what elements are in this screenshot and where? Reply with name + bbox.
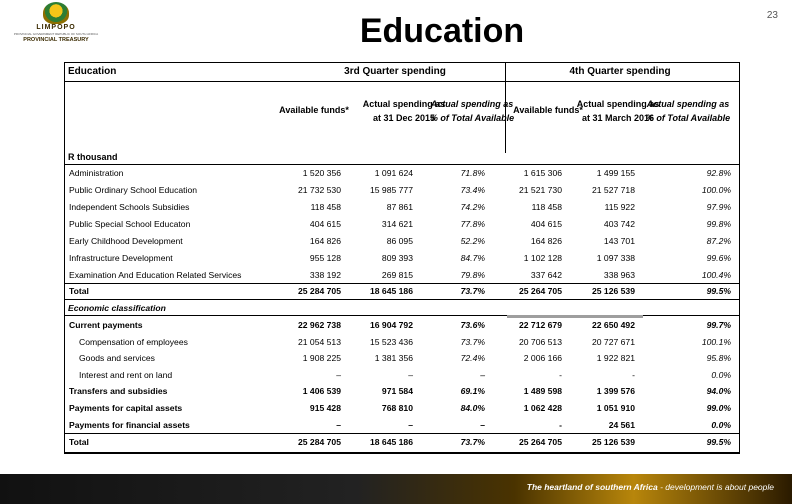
row-value-c: 73.4% xyxy=(460,185,485,195)
row-value-d: 21 521 730 xyxy=(518,185,562,195)
row-value-a: 915 428 xyxy=(309,403,341,413)
row-value-b: – xyxy=(408,419,413,430)
row-value-a: 404 615 xyxy=(309,219,341,229)
logo-department: PROVINCIAL TREASURY xyxy=(23,37,89,43)
row-value-f: 92.8% xyxy=(706,168,731,178)
row-value-d: 25 264 705 xyxy=(518,437,562,447)
row-value-b: 87 861 xyxy=(386,202,413,212)
row-value-f: 87.2% xyxy=(706,236,731,246)
row-value-a: 164 826 xyxy=(309,236,341,246)
economic-classification-heading: Economic classification xyxy=(68,303,166,313)
row-value-e: 1 097 338 xyxy=(596,253,635,263)
row-label: Administration xyxy=(69,168,124,178)
row-value-f: 0.0% xyxy=(711,369,731,380)
row-value-e: - xyxy=(632,369,635,380)
row-value-b: 809 393 xyxy=(381,253,413,263)
row-value-b: 1 091 624 xyxy=(374,168,413,178)
row-value-b: – xyxy=(408,369,413,380)
table-rule xyxy=(65,452,739,453)
group-header-q3: 3rd Quarter spending xyxy=(344,66,446,77)
row-label: Examination And Education Related Services xyxy=(69,270,242,280)
row-value-d: 1 062 428 xyxy=(523,403,562,413)
row-value-d: - xyxy=(559,419,562,430)
row-value-a: 1 520 356 xyxy=(302,168,341,178)
row-value-a: 22 962 738 xyxy=(297,320,341,330)
table-rule xyxy=(65,283,739,284)
row-value-b: 15 523 436 xyxy=(369,336,413,347)
row-value-c: 52.2% xyxy=(460,236,485,246)
row-value-d: 20 706 513 xyxy=(518,336,562,347)
row-value-c: 74.2% xyxy=(460,202,485,212)
row-value-e: 1 499 155 xyxy=(596,168,635,178)
row-value-e: 1 922 821 xyxy=(596,353,635,364)
row-value-c: – xyxy=(480,369,485,380)
row-value-f: 99.7% xyxy=(706,320,731,330)
footer-slogan xyxy=(527,482,774,492)
column-available-q4: Available funds* xyxy=(513,105,583,115)
row-value-e: 115 922 xyxy=(604,202,635,212)
row-value-e: 1 399 576 xyxy=(596,386,635,397)
row-value-c: 73.7% xyxy=(460,286,485,296)
row-value-b: 971 584 xyxy=(381,386,413,397)
table-corner-label: Education xyxy=(68,66,117,77)
row-value-b: 18 645 186 xyxy=(369,286,413,296)
table-rule xyxy=(65,164,739,165)
row-value-c: 69.1% xyxy=(460,386,485,397)
row-value-a: 338 192 xyxy=(309,270,341,280)
column-pct-q3: Actual spending as % of Total Available xyxy=(429,99,515,123)
row-value-c: 73.7% xyxy=(460,437,485,447)
row-value-f: 99.0% xyxy=(706,403,731,413)
row-value-c: 79.8% xyxy=(460,270,485,280)
row-value-a: 1 908 225 xyxy=(302,353,341,364)
row-value-c: 77.8% xyxy=(460,219,485,229)
row-value-b: 86 095 xyxy=(386,236,413,246)
row-value-e: 22 650 492 xyxy=(591,320,635,330)
row-label: Independent Schools Subsidies xyxy=(69,202,190,212)
row-value-a: – xyxy=(336,369,341,380)
column-actual-q4: Actual spending as at 31 March 2016 xyxy=(576,99,660,123)
row-value-c: 84.0% xyxy=(460,403,485,413)
row-value-a: 955 128 xyxy=(309,253,341,263)
row-value-c: 73.7% xyxy=(460,336,485,347)
row-value-f: 100.4% xyxy=(701,270,731,280)
page-title: Education xyxy=(359,12,525,50)
row-value-f: 99.6% xyxy=(706,253,731,263)
column-available-q3: Available funds* xyxy=(279,105,349,115)
group-header-q4: 4th Quarter spending xyxy=(569,66,671,77)
row-label: Total xyxy=(69,437,89,447)
row-label: Total xyxy=(69,286,89,296)
row-value-d: 1 102 128 xyxy=(523,253,562,263)
column-actual-q3: Actual spending as at 31 Dec 2015 xyxy=(362,99,446,123)
row-value-b: 1 381 356 xyxy=(374,353,413,364)
row-value-d: 25 264 705 xyxy=(518,286,562,296)
row-value-a: 25 284 705 xyxy=(297,437,341,447)
row-value-a: 21 054 513 xyxy=(297,336,341,347)
row-value-a: – xyxy=(336,419,341,430)
row-value-d: 1 489 598 xyxy=(523,386,562,397)
row-value-d: 337 642 xyxy=(530,270,562,280)
row-value-a: 1 406 539 xyxy=(302,386,341,397)
row-value-d: 404 615 xyxy=(530,219,562,229)
row-value-d: 22 712 679 xyxy=(518,320,562,330)
row-value-a: 118 458 xyxy=(310,202,341,212)
highlight-bar xyxy=(507,315,643,318)
row-label: Public Special School Educaton xyxy=(69,219,191,229)
page-number: 23 xyxy=(766,10,778,21)
row-value-e: 143 701 xyxy=(603,236,635,246)
row-value-e: 403 742 xyxy=(603,219,635,229)
row-value-d: 2 006 166 xyxy=(523,353,562,364)
row-label: Transfers and subsidies xyxy=(69,386,168,397)
row-value-f: 0.0% xyxy=(711,419,731,430)
row-value-f: 99.5% xyxy=(706,437,731,447)
row-value-f: 97.9% xyxy=(706,202,731,212)
table-rule xyxy=(65,433,739,434)
row-value-e: 338 963 xyxy=(603,270,635,280)
spending-table xyxy=(64,62,740,454)
row-value-e: 1 051 910 xyxy=(596,403,635,413)
row-label: Goods and services xyxy=(79,353,155,364)
row-value-d: 1 615 306 xyxy=(523,168,562,178)
row-value-b: 15 985 777 xyxy=(369,185,413,195)
row-label: Interest and rent on land xyxy=(79,369,173,380)
row-label: Early Childhood Development xyxy=(69,236,183,246)
row-value-c: 73.6% xyxy=(460,320,485,330)
row-value-f: 94.0% xyxy=(706,386,731,397)
row-value-d: - xyxy=(559,369,562,380)
row-label: Public Ordinary School Education xyxy=(69,185,198,195)
table-rule xyxy=(65,81,739,82)
row-value-e: 20 727 671 xyxy=(591,336,635,347)
row-value-f: 99.5% xyxy=(706,286,731,296)
row-label: Current payments xyxy=(69,320,143,330)
row-value-e: 21 527 718 xyxy=(591,185,635,195)
row-value-c: – xyxy=(480,419,485,430)
row-value-b: 18 645 186 xyxy=(369,437,413,447)
footer-slogan-rest: - development is about people xyxy=(657,482,774,492)
row-label: Infrastructure Development xyxy=(69,253,173,263)
row-value-c: 72.4% xyxy=(460,353,485,364)
row-value-e: 25 126 539 xyxy=(591,437,635,447)
row-value-c: 71.8% xyxy=(460,168,485,178)
row-value-c: 84.7% xyxy=(460,253,485,263)
footer-slogan-bold: The heartland of southern Africa xyxy=(526,482,658,492)
row-label: Compensation of employees xyxy=(79,336,188,347)
row-value-e: 24 561 xyxy=(608,419,635,430)
row-value-d: 164 826 xyxy=(530,236,562,246)
row-value-b: 314 621 xyxy=(381,219,413,229)
column-pct-q4: Actual spending as % of Total Available xyxy=(645,99,731,123)
row-value-f: 100.1% xyxy=(701,336,731,347)
row-value-f: 95.8% xyxy=(706,353,731,364)
logo-name: LIMPOPO xyxy=(36,24,76,31)
row-value-a: 21 732 530 xyxy=(297,185,341,195)
footer-banner xyxy=(0,474,792,504)
table-rule xyxy=(65,299,739,300)
row-value-a: 25 284 705 xyxy=(297,286,341,296)
unit-label: R thousand xyxy=(68,152,118,162)
row-value-b: 768 810 xyxy=(381,403,413,413)
row-value-f: 99.8% xyxy=(706,219,731,229)
row-value-f: 100.0% xyxy=(701,185,731,195)
row-value-e: 25 126 539 xyxy=(591,286,635,296)
row-value-b: 269 815 xyxy=(381,270,413,280)
row-value-d: 118 458 xyxy=(531,202,562,212)
row-value-b: 16 904 792 xyxy=(369,320,413,330)
row-label: Payments for capital assets xyxy=(69,403,183,413)
logo-subtitle: PROVINCIAL GOVERNMENT REPUBLIC OF SOUTH AFRICA xyxy=(13,32,99,36)
row-label: Payments for financial assets xyxy=(69,419,190,430)
